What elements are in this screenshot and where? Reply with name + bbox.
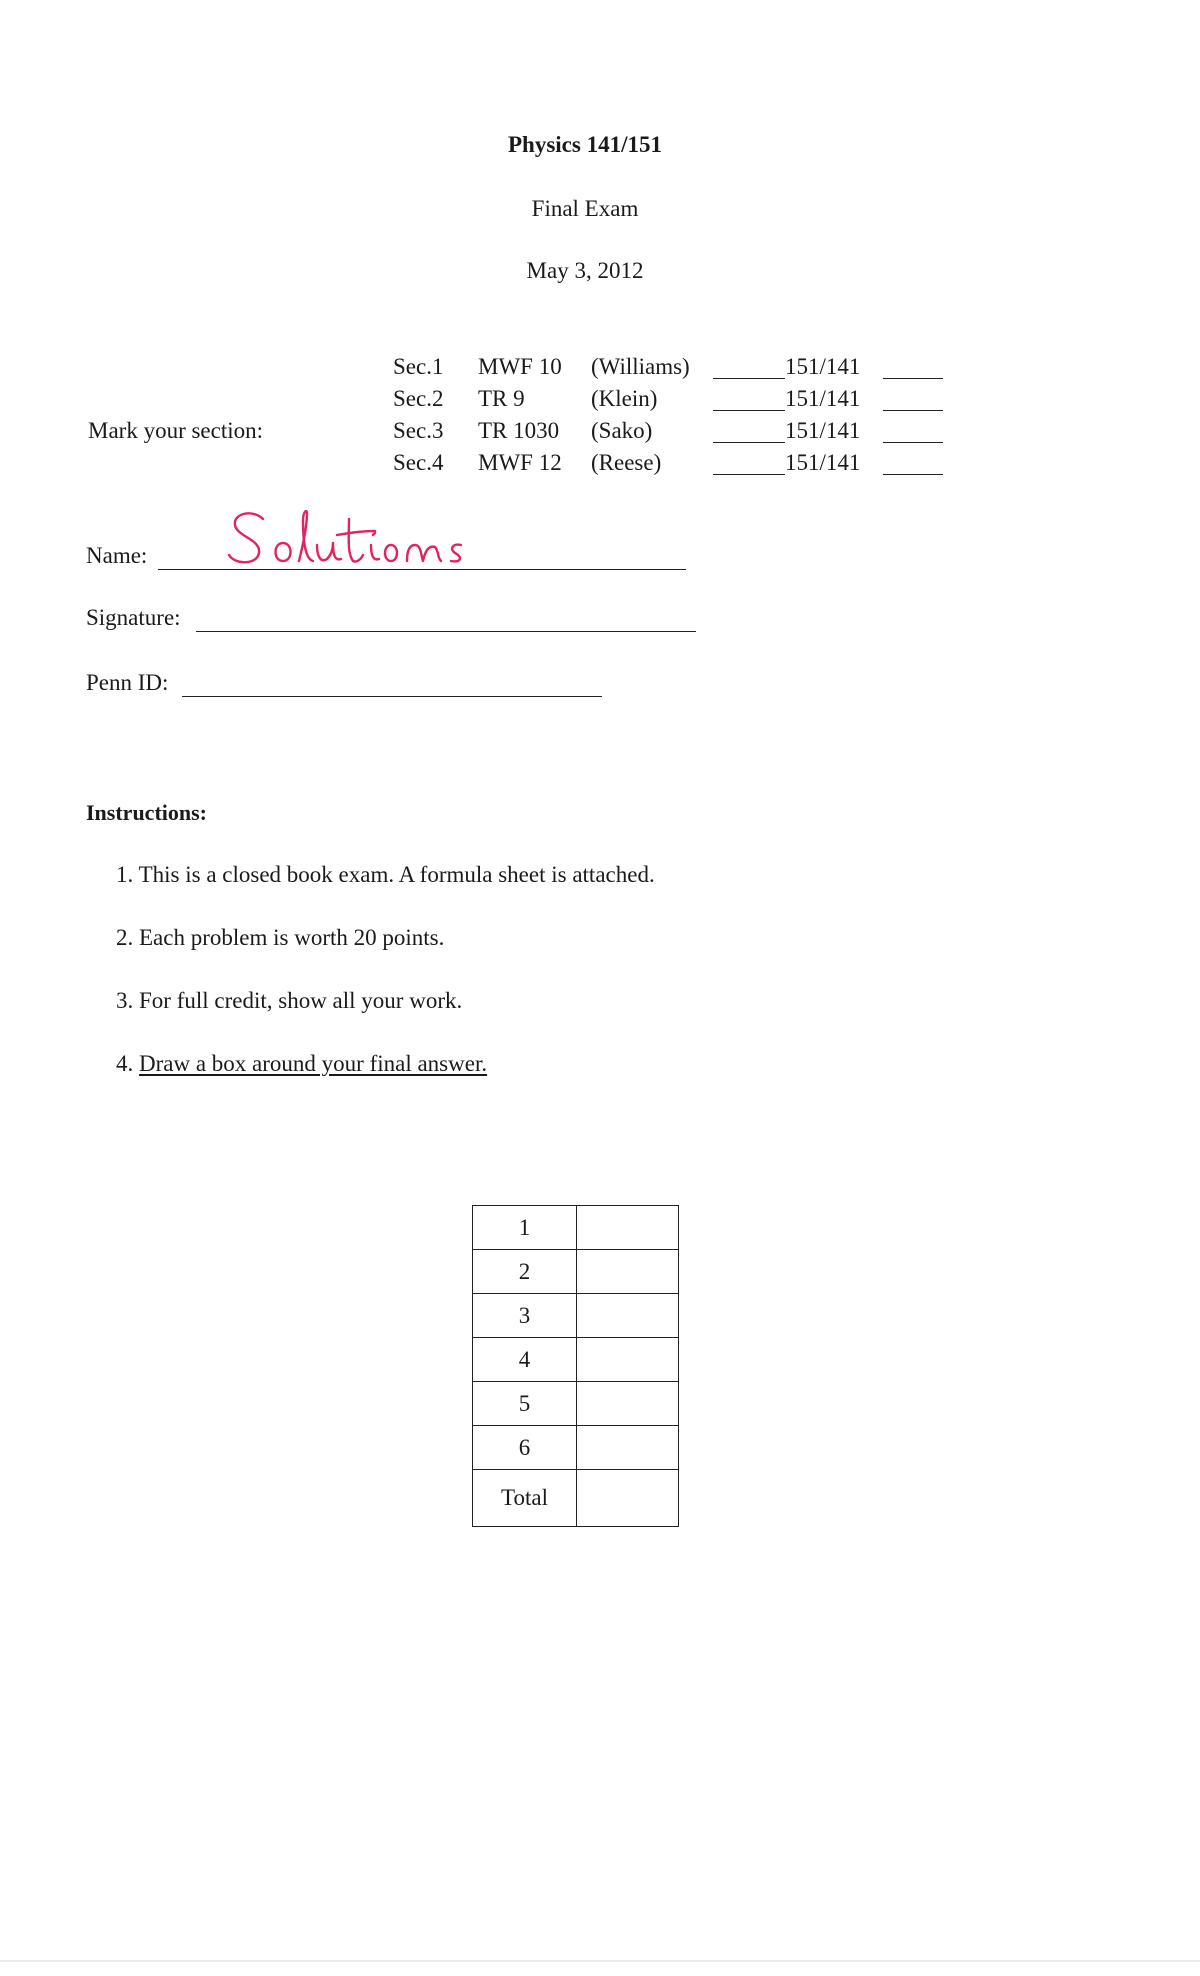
total-row xyxy=(473,1470,679,1527)
problem-number: 4 xyxy=(473,1338,577,1382)
score-cell[interactable] xyxy=(577,1382,679,1426)
score-row xyxy=(473,1426,679,1470)
section-id: Sec.3 xyxy=(393,418,444,443)
section-course: 151/141 xyxy=(785,386,861,411)
instruction-item xyxy=(116,1051,655,1114)
exam-date: May 3, 2012 xyxy=(526,258,644,283)
handwritten-name xyxy=(225,505,485,575)
signature-label: Signature: xyxy=(86,605,181,630)
instruction-number: 2. xyxy=(116,925,134,950)
score-row xyxy=(473,1382,679,1426)
instructions-heading: Instructions: xyxy=(86,800,208,825)
section-row-3 xyxy=(393,418,953,450)
score-row xyxy=(473,1338,679,1382)
section-course: 151/141 xyxy=(785,450,861,475)
score-cell[interactable] xyxy=(577,1294,679,1338)
section-row-4 xyxy=(393,450,953,482)
section-row-1 xyxy=(393,354,953,386)
course-title: Physics 141/151 xyxy=(508,132,662,157)
section-id: Sec.2 xyxy=(393,386,444,411)
problem-number: 5 xyxy=(473,1382,577,1426)
score-cell[interactable] xyxy=(577,1338,679,1382)
instruction-text: Draw a box around your final answer. xyxy=(139,1051,488,1076)
section-instructor: (Reese) xyxy=(591,450,662,475)
scan-edge-divider xyxy=(0,1960,1200,1962)
score-row xyxy=(473,1294,679,1338)
section-mark-blank[interactable] xyxy=(713,378,785,379)
instruction-item xyxy=(116,925,655,988)
instruction-text: Each problem is worth 20 points. xyxy=(139,925,445,950)
problem-number: 1 xyxy=(473,1206,577,1250)
score-cell[interactable] xyxy=(577,1206,679,1250)
problem-number: 2 xyxy=(473,1250,577,1294)
instruction-number: 1. xyxy=(116,862,134,887)
section-mark-blank[interactable] xyxy=(713,474,785,475)
penn-id-line[interactable] xyxy=(182,696,602,697)
section-id: Sec.4 xyxy=(393,450,444,475)
signature-line[interactable] xyxy=(196,631,696,632)
name-label: Name: xyxy=(86,543,148,568)
total-score-cell[interactable] xyxy=(577,1470,679,1527)
instruction-text: This is a closed book exam. A formula sheet is attached. xyxy=(138,862,655,887)
penn-id-label: Penn ID: xyxy=(86,670,169,695)
section-list xyxy=(393,354,953,482)
section-course-blank[interactable] xyxy=(883,410,943,411)
section-row-2 xyxy=(393,386,953,418)
problem-number: 6 xyxy=(473,1426,577,1470)
signature-field xyxy=(86,605,181,631)
penn-id-field xyxy=(86,670,168,696)
section-mark-blank[interactable] xyxy=(713,410,785,411)
section-course-blank[interactable] xyxy=(883,442,943,443)
score-cell[interactable] xyxy=(577,1426,679,1470)
score-cell[interactable] xyxy=(577,1250,679,1294)
section-instructor: (Williams) xyxy=(591,354,690,379)
section-course: 151/141 xyxy=(785,418,861,443)
section-course-blank[interactable] xyxy=(883,378,943,379)
total-label: Total xyxy=(473,1470,577,1527)
instruction-item xyxy=(116,862,655,925)
section-prompt: Mark your section: xyxy=(88,418,264,443)
section-id: Sec.1 xyxy=(393,354,444,379)
instruction-item xyxy=(116,988,655,1051)
instruction-number: 3. xyxy=(116,988,134,1013)
problem-number: 3 xyxy=(473,1294,577,1338)
section-time: TR 9 xyxy=(478,386,525,411)
instruction-text: For full credit, show all your work. xyxy=(139,988,463,1013)
section-instructor: (Klein) xyxy=(591,386,658,411)
instructions-list xyxy=(116,862,655,1114)
section-time: TR 1030 xyxy=(478,418,560,443)
section-mark-blank[interactable] xyxy=(713,442,785,443)
score-row xyxy=(473,1250,679,1294)
exam-title: Final Exam xyxy=(531,196,639,221)
instruction-number: 4. xyxy=(116,1051,134,1076)
score-row xyxy=(473,1206,679,1250)
section-time: MWF 10 xyxy=(478,354,562,379)
section-course-blank[interactable] xyxy=(883,474,943,475)
name-field xyxy=(86,543,147,569)
section-course: 151/141 xyxy=(785,354,861,379)
section-instructor: (Sako) xyxy=(591,418,653,443)
section-time: MWF 12 xyxy=(478,450,562,475)
score-table xyxy=(472,1205,679,1527)
